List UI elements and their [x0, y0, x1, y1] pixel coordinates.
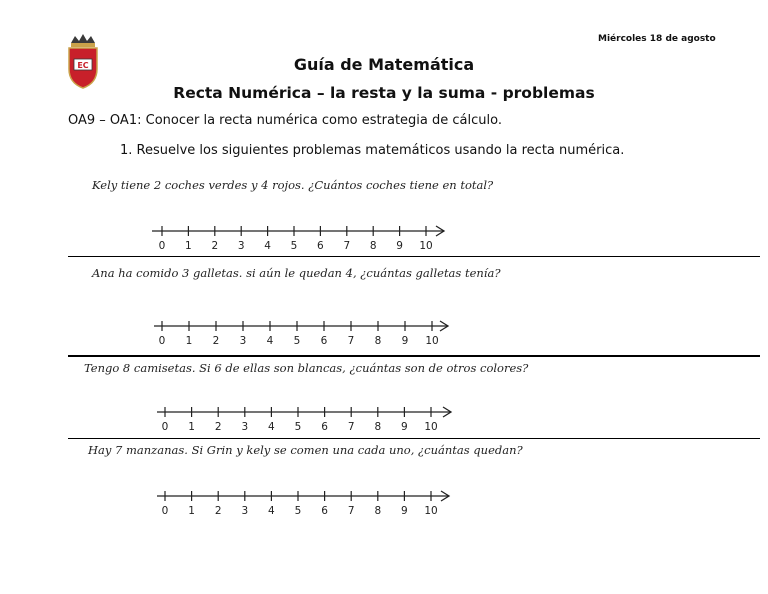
problem-2-text: Ana ha comido 3 galletas. si aún le quedan 4, ¿cuántas galletas tenía? [92, 266, 501, 280]
svg-text:EC: EC [77, 61, 89, 70]
number-line-label: 4 [268, 421, 275, 433]
number-line-label: 6 [320, 335, 328, 347]
number-line-label: 9 [401, 335, 409, 347]
instruction-text: 1. Resuelve los siguientes problemas matemáticos usando la recta numérica. [120, 143, 625, 158]
number-line-label: 6 [317, 240, 324, 252]
number-line-4[interactable] [155, 485, 455, 519]
number-line-label: 2 [212, 335, 220, 347]
date-label: Miércoles 18 de agosto [598, 34, 716, 44]
number-line-label: 8 [374, 505, 382, 517]
number-line-label: 6 [321, 421, 328, 433]
number-line-label: 0 [158, 335, 166, 347]
number-line-label: 10 [419, 240, 433, 252]
number-line-label: 5 [290, 240, 298, 252]
number-line-label: 3 [239, 335, 247, 347]
number-line-label: 7 [343, 240, 351, 252]
number-line-label: 3 [241, 505, 249, 517]
problem-4-text: Hay 7 manzanas. Si Grin y kely se comen una cada uno, ¿cuántas quedan? [88, 443, 523, 457]
number-line-label: 0 [161, 421, 169, 433]
number-line-label: 5 [294, 421, 302, 433]
number-line-label: 3 [241, 421, 249, 433]
number-line-label: 4 [264, 240, 271, 252]
number-line-3[interactable] [155, 401, 455, 435]
number-line-label: 10 [424, 421, 438, 433]
number-line-label: 6 [321, 505, 328, 517]
number-line-label: 2 [214, 421, 222, 433]
problem-3-text: Tengo 8 camisetas. Si 6 de ellas son blancas, ¿cuántas son de otros colores? [84, 361, 529, 375]
number-line-label: 4 [266, 335, 274, 347]
number-line-label: 7 [347, 505, 355, 517]
number-line-label: 9 [401, 421, 408, 433]
number-line-label: 1 [188, 505, 195, 517]
number-line-label: 3 [237, 240, 245, 252]
separator-line [68, 355, 760, 357]
problem-1-text: Kely tiene 2 coches verdes y 4 rojos. ¿Cuántos coches tiene en total? [92, 178, 494, 192]
number-line-label: 10 [425, 335, 439, 347]
number-line-label: 0 [161, 505, 169, 517]
page-subtitle: Recta Numérica – la resta y la suma - problemas [173, 84, 595, 102]
number-line-label: 7 [347, 335, 355, 347]
number-line-1[interactable] [150, 220, 450, 254]
number-line-label: 4 [268, 505, 275, 517]
number-line-label: 9 [396, 240, 403, 252]
page-title: Guía de Matemática [293, 55, 475, 74]
number-line-label: 10 [424, 505, 438, 517]
number-line-label: 2 [214, 505, 222, 517]
separator-line [68, 438, 760, 439]
number-line-label: 1 [188, 421, 195, 433]
number-line-label: 1 [185, 240, 192, 252]
number-line-label: 8 [374, 421, 382, 433]
number-line-label: 8 [374, 335, 382, 347]
number-line-label: 0 [158, 240, 166, 252]
number-line-label: 1 [185, 335, 193, 347]
number-line-label: 5 [293, 335, 301, 347]
learning-objective: OA9 – OA1: Conocer la recta numérica como estrategia de cálculo. [68, 113, 502, 128]
number-line-label: 8 [369, 240, 377, 252]
number-line-label: 7 [347, 421, 355, 433]
separator-line [68, 256, 760, 257]
number-line-label: 2 [211, 240, 219, 252]
number-line-label: 5 [294, 505, 302, 517]
number-line-2[interactable] [152, 315, 452, 349]
number-line-label: 9 [401, 505, 408, 517]
